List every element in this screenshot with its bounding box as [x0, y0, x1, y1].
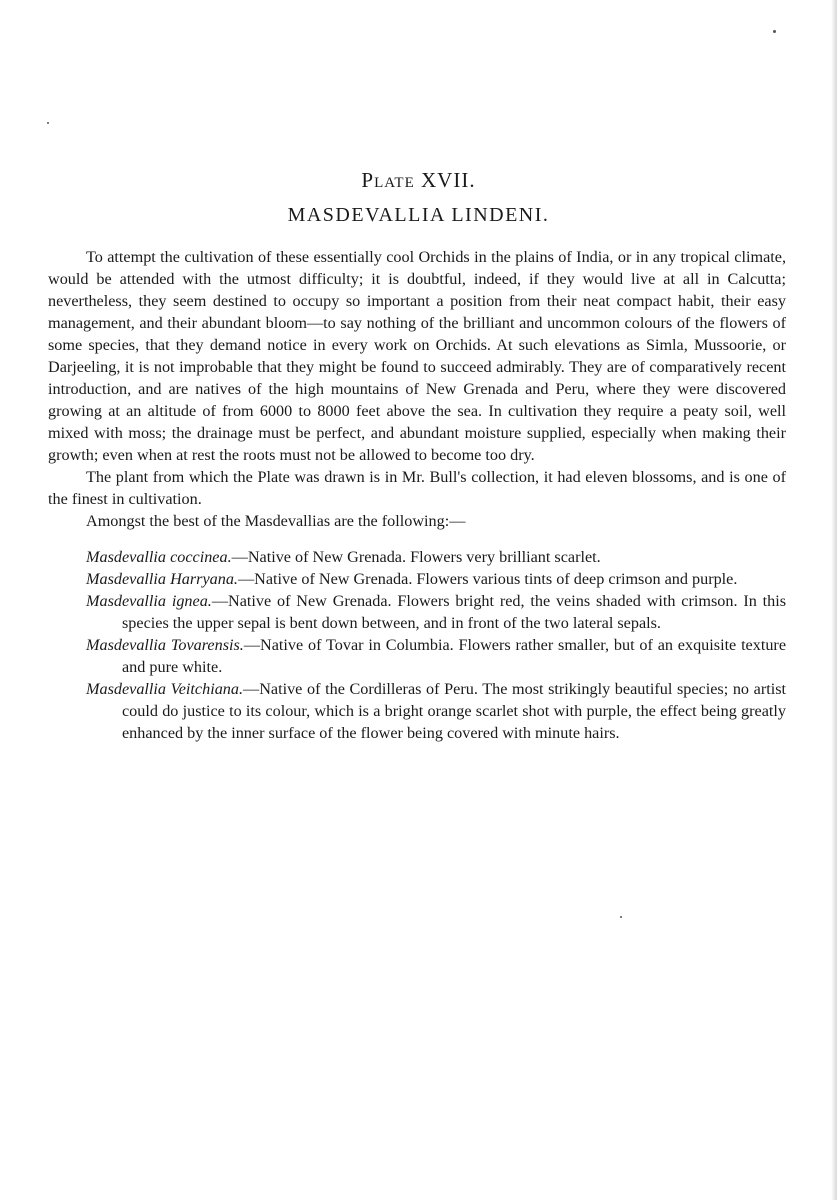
body-text	[48, 246, 786, 744]
species-description: —Native of New Grenada. Flowers bright red, the veins shaded with crimson. In this species the upper sepal is bent down between, and in front of the two lateral sepals.	[122, 592, 787, 632]
paragraph: To attempt the cultivation of these essentially cool Orchids in the plains of India, or in any tropical climate, would be attended with the utmost difficulty; it is doubtful, indeed, if they would live at all in Calcutta; nevertheless, they seem destined to occupy so important a position from their neat compact habit, their easy management, and their abundant bloom—to say nothing of the brilliant and uncommon colours of the flowers of some species, that they demand notice in every work on Orchids. At such elevations as Simla, Mussoorie, or Darjeeling, it is not improbable that they might be found to succeed admirably. They are of comparatively recent introduction, and are natives of the high mountains of New Grenada and Peru, where they were discovered growing at an altitude of from 6000 to 8000 feet above the sea. In cultivation they require a peaty soil, well mixed with moss; the drainage must be perfect, and abundant moisture supplied, especially when making their growth; even when at rest the roots must not be allowed to become too dry.	[48, 248, 786, 464]
plate-number: XVII.	[421, 168, 476, 192]
species-entry	[86, 546, 786, 568]
species-name: Masdevallia Harryana.	[86, 570, 238, 588]
list-intro: Amongst the best of the Masdevallias are the following:—	[86, 512, 466, 530]
paper-speck	[773, 30, 776, 33]
species-description: —Native of the Cordilleras of Peru. The most strikingly beautiful species; no artist could do justice to its colour, which is a bright orange scarlet shot with purple, the effect being greatly enhanced by the inner surface of the flower being covered with minute hairs.	[122, 680, 786, 742]
paper-speck	[620, 916, 622, 918]
species-description: —Native of New Grenada. Flowers very brilliant scarlet.	[231, 548, 601, 566]
species-name: Masdevallia coccinea.	[86, 548, 232, 566]
plate-prefix-rest: LATE	[374, 175, 415, 191]
species-description: —Native of New Grenada. Flowers various tints of deep crimson and purple.	[237, 570, 738, 588]
species-entry	[86, 634, 786, 678]
plate-prefix-initial: P	[361, 168, 375, 192]
plate-heading	[0, 168, 837, 193]
paper-speck	[47, 122, 49, 124]
species-entry	[86, 678, 786, 744]
paragraph: The plant from which the Plate was drawn is in Mr. Bull's collection, it had eleven blossoms, and is one of the finest in cultivation.	[48, 468, 786, 508]
page-title: MASDEVALLIA LINDENI.	[287, 204, 550, 226]
species-name: Masdevallia Tovarensis.	[86, 636, 244, 654]
species-name: Masdevallia ignea.	[86, 592, 212, 610]
species-name: Masdevallia Veitchiana.	[86, 680, 244, 698]
species-description: —Native of Tovar in Columbia. Flowers rather smaller, but of an exquisite texture and pure white.	[122, 636, 787, 676]
species-entry	[86, 568, 786, 590]
species-entry	[86, 590, 786, 634]
